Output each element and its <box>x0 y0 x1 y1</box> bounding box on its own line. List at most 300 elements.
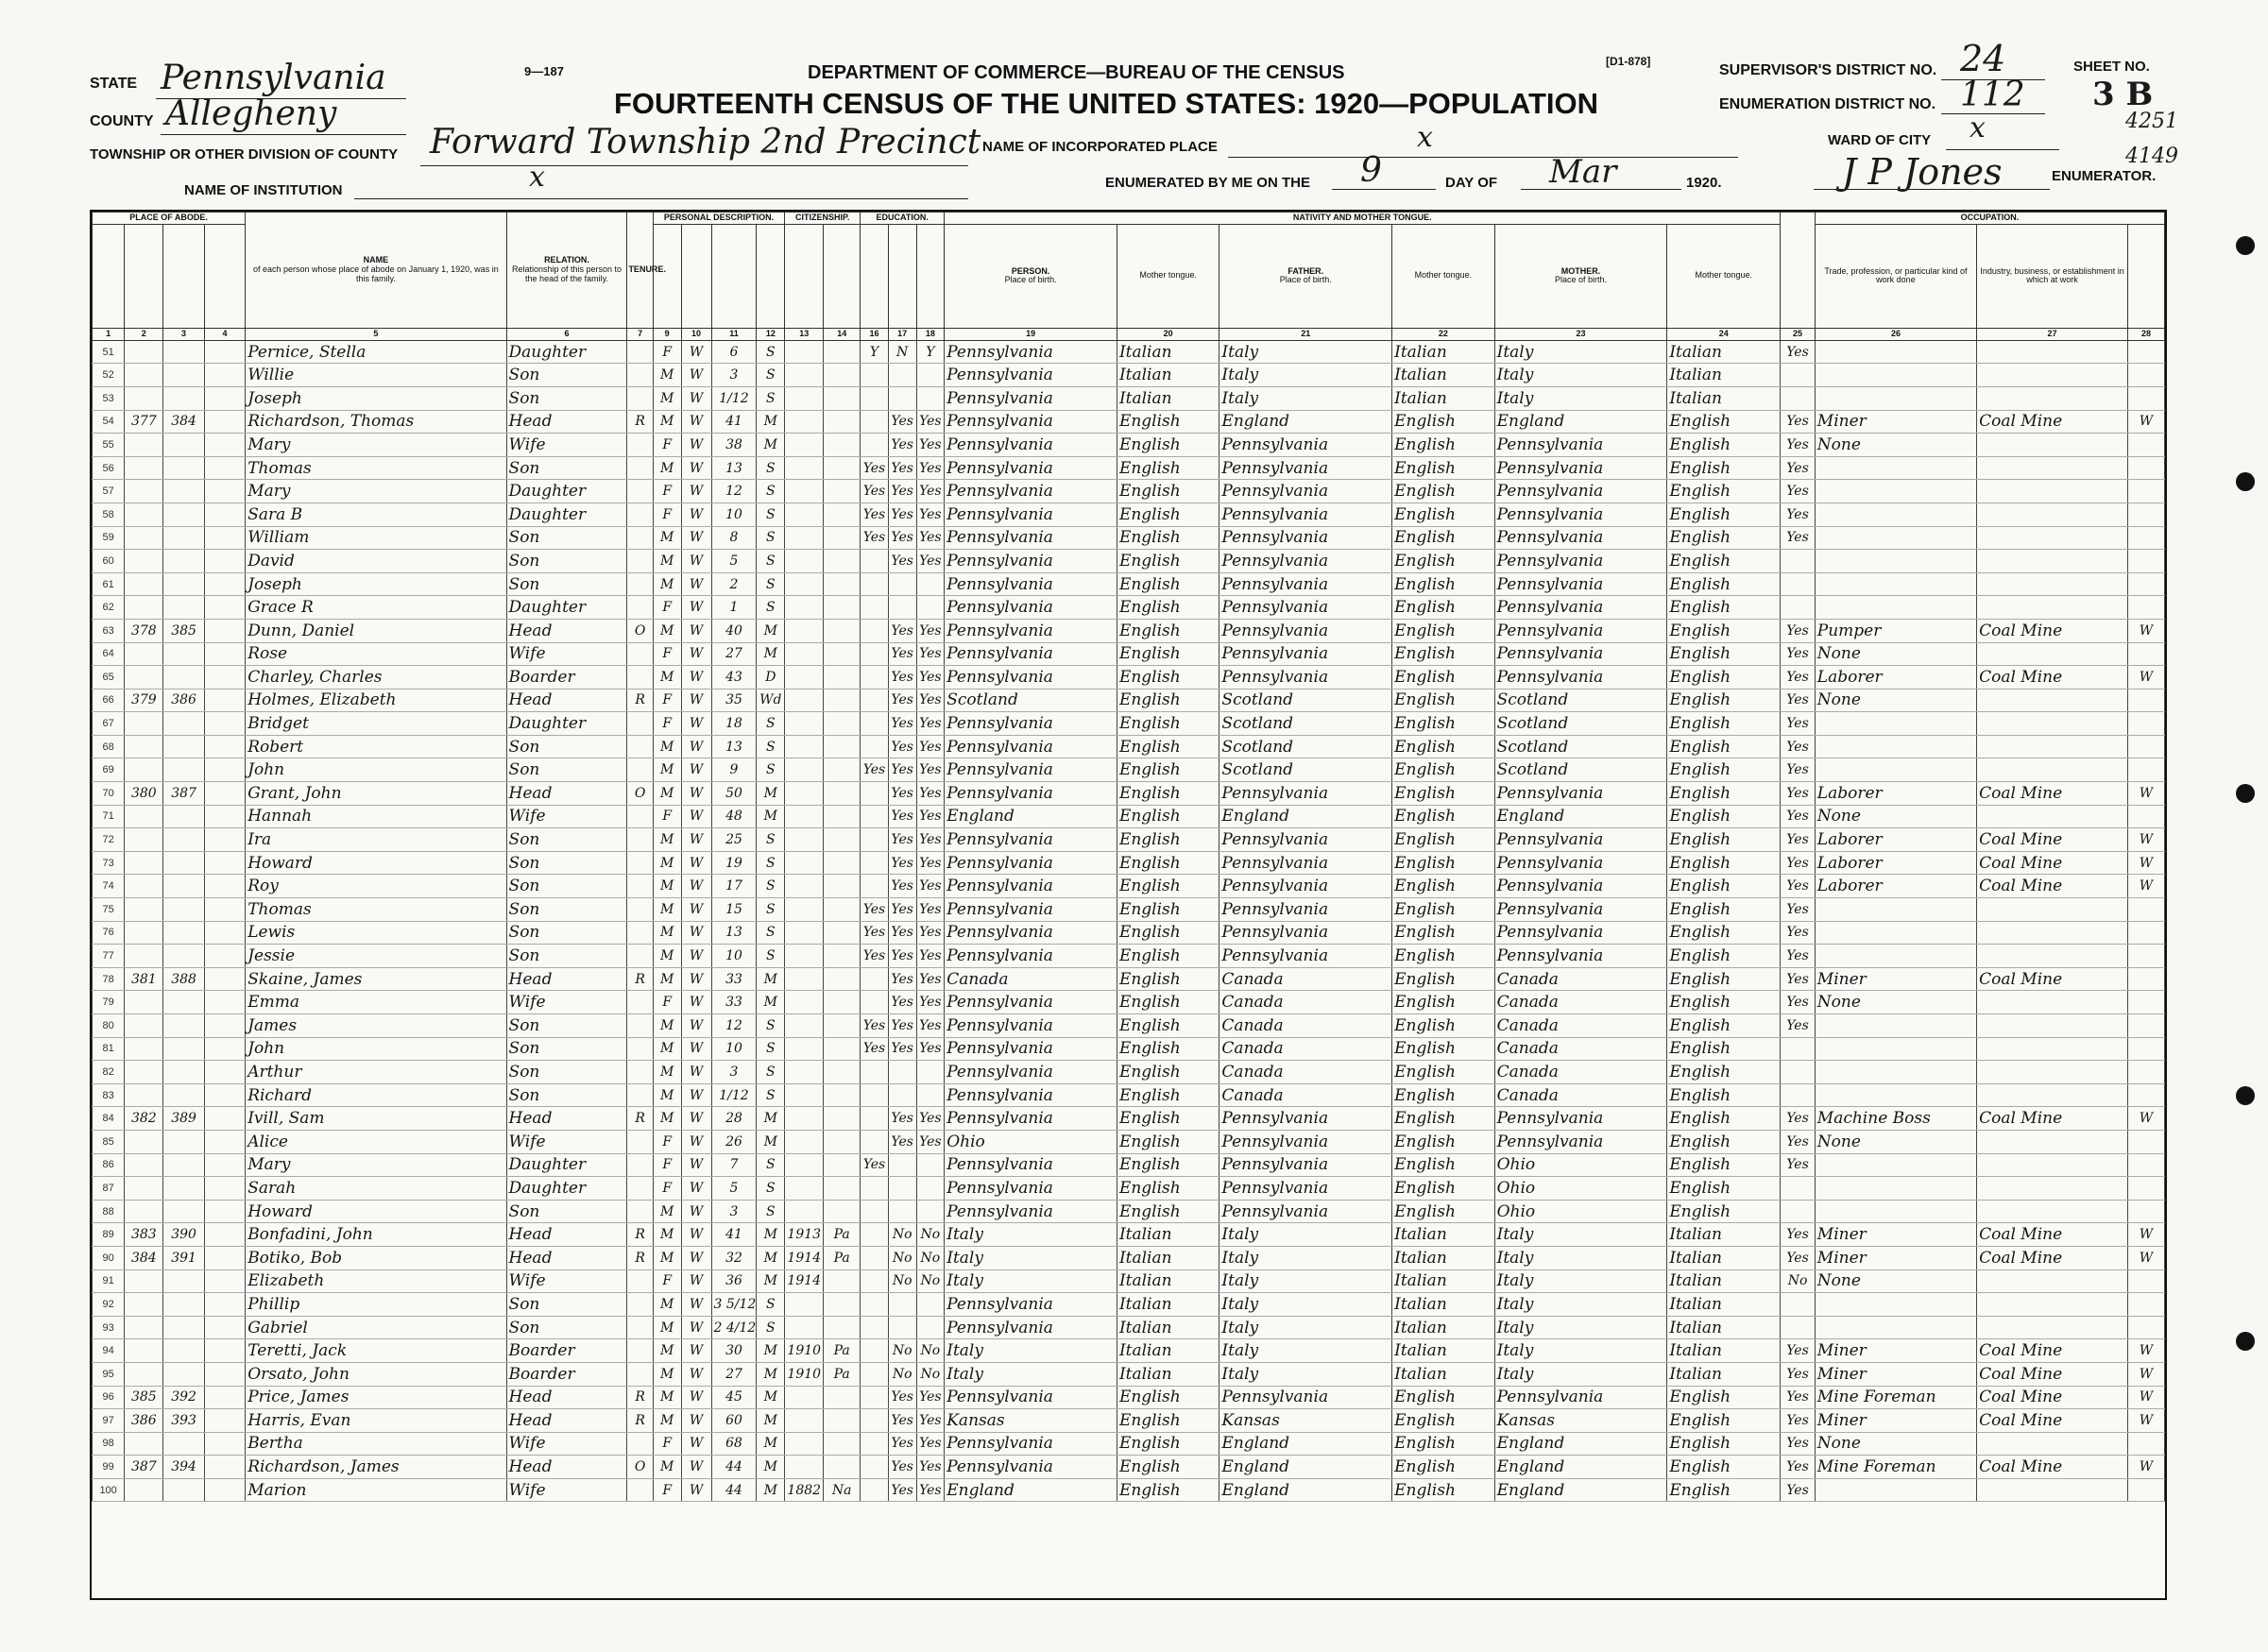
cell-fob: Pennsylvania <box>1219 1130 1392 1153</box>
cell-eng: Yes <box>1781 456 1816 480</box>
cell-occ <box>1815 480 1976 503</box>
cell-fob: Italy <box>1219 1362 1392 1386</box>
cell-mob: Pennsylvania <box>1494 666 1667 690</box>
cell-ind <box>1977 1014 2128 1038</box>
cell-mob: Pennsylvania <box>1494 502 1667 526</box>
col-marital <box>757 224 785 328</box>
cell-write: Yes <box>916 851 945 875</box>
table-row <box>93 1223 2165 1247</box>
cell-race: W <box>681 1223 711 1247</box>
cell-nat <box>824 851 861 875</box>
cell-ft: English <box>1392 1130 1494 1153</box>
cell-own <box>627 480 653 503</box>
cell-mar: S <box>757 1153 785 1177</box>
cell-name: Ira <box>246 828 506 852</box>
col-write <box>916 224 945 328</box>
cell-imm <box>785 456 824 480</box>
cell-ind <box>1977 1037 2128 1061</box>
cell-fam <box>163 1200 204 1223</box>
cell-rel: Son <box>506 364 627 387</box>
cell-fam: 386 <box>163 689 204 712</box>
cell-name: David <box>246 550 506 573</box>
cell-own <box>627 1316 653 1339</box>
cell-eng <box>1781 364 1816 387</box>
cell-age: 27 <box>711 1362 757 1386</box>
cell-occ <box>1815 364 1976 387</box>
cell-dw <box>125 805 163 828</box>
cell-imm <box>785 386 824 410</box>
cell-pob: Pennsylvania <box>945 1386 1117 1409</box>
cell-race: W <box>681 898 711 922</box>
cell-mob: Pennsylvania <box>1494 596 1667 620</box>
cell-ind: Coal Mine <box>1977 1386 2128 1409</box>
column-number: 23 <box>1494 328 1667 340</box>
cell-pt: English <box>1117 619 1219 642</box>
cell-read: No <box>888 1223 916 1247</box>
cell-eng: Yes <box>1781 434 1816 457</box>
cell-read: Yes <box>888 1037 916 1061</box>
cell-ln: 53 <box>93 386 125 410</box>
cell-cls <box>2127 991 2164 1014</box>
cell-mar: S <box>757 712 785 736</box>
cell-sex: M <box>653 851 681 875</box>
cell-imm <box>785 480 824 503</box>
cell-imm <box>785 805 824 828</box>
cell-eng: Yes <box>1781 502 1816 526</box>
cell-mt: English <box>1667 921 1781 945</box>
cell-pob: Pennsylvania <box>945 410 1117 434</box>
table-row <box>93 572 2165 596</box>
cell-write: Yes <box>916 456 945 480</box>
cell-race: W <box>681 735 711 758</box>
cell-pt: English <box>1117 712 1219 736</box>
cell-house-number <box>204 1200 245 1223</box>
cell-house-number <box>204 758 245 782</box>
cell-write: No <box>916 1269 945 1293</box>
cell-mar: M <box>757 1130 785 1153</box>
cell-sex: M <box>653 1246 681 1269</box>
cell-fam <box>163 666 204 690</box>
cell-write: Yes <box>916 434 945 457</box>
cell-pt: English <box>1117 1177 1219 1201</box>
cell-ft: English <box>1392 945 1494 968</box>
cell-occ: None <box>1815 991 1976 1014</box>
cell-mob: Pennsylvania <box>1494 642 1667 666</box>
cell-pt: Italian <box>1117 1293 1219 1317</box>
cell-age: 1 <box>711 596 757 620</box>
cell-write: Yes <box>916 1130 945 1153</box>
cell-write <box>916 364 945 387</box>
cell-house-number <box>204 386 245 410</box>
cell-cls <box>2127 1432 2164 1456</box>
cell-read: Yes <box>888 1478 916 1502</box>
cell-fam <box>163 828 204 852</box>
cell-pt: Italian <box>1117 1269 1219 1293</box>
cell-mob: Canada <box>1494 1014 1667 1038</box>
cell-dw: 386 <box>125 1409 163 1433</box>
cell-ln: 73 <box>93 851 125 875</box>
enum-district-label: ENUMERATION DISTRICT NO. <box>1719 96 1936 112</box>
col-naturalized <box>824 224 861 328</box>
day-of-label: DAY OF <box>1445 175 1498 191</box>
cell-ft: English <box>1392 735 1494 758</box>
cell-age: 8 <box>711 526 757 550</box>
column-number: 2 <box>125 328 163 340</box>
cell-sch <box>861 875 889 898</box>
cell-mob: Pennsylvania <box>1494 851 1667 875</box>
cell-fob: Canada <box>1219 1061 1392 1084</box>
cell-ln: 55 <box>93 434 125 457</box>
cell-pt: Italian <box>1117 1362 1219 1386</box>
cell-occ <box>1815 735 1976 758</box>
cell-sex: M <box>653 945 681 968</box>
cell-own <box>627 875 653 898</box>
cell-mar: S <box>757 596 785 620</box>
cell-write: Yes <box>916 410 945 434</box>
column-number: 28 <box>2127 328 2164 340</box>
cell-ind <box>1977 712 2128 736</box>
cell-house-number <box>204 642 245 666</box>
cell-sch <box>861 1386 889 1409</box>
cell-pob: Pennsylvania <box>945 1293 1117 1317</box>
cell-race: W <box>681 364 711 387</box>
cell-ln: 52 <box>93 364 125 387</box>
cell-own <box>627 340 653 364</box>
cell-eng <box>1781 1177 1816 1201</box>
cell-ind <box>1977 1269 2128 1293</box>
cell-dw <box>125 1014 163 1038</box>
cell-age: 50 <box>711 782 757 806</box>
cell-pob: Pennsylvania <box>945 851 1117 875</box>
cell-fam <box>163 1316 204 1339</box>
enumerator-label: ENUMERATOR. <box>2052 168 2157 184</box>
cell-age: 6 <box>711 340 757 364</box>
cell-cls: W <box>2127 1246 2164 1269</box>
cell-ind: Coal Mine <box>1977 1223 2128 1247</box>
cell-house-number <box>204 1386 245 1409</box>
cell-fob: Italy <box>1219 1339 1392 1363</box>
cell-occ: Miner <box>1815 1246 1976 1269</box>
cell-own <box>627 642 653 666</box>
cell-pob: Italy <box>945 1339 1117 1363</box>
cell-ft: English <box>1392 1177 1494 1201</box>
cell-name: James <box>246 1014 506 1038</box>
cell-ln: 86 <box>93 1153 125 1177</box>
cell-sex: F <box>653 712 681 736</box>
cell-pt: English <box>1117 1014 1219 1038</box>
cell-occ: Laborer <box>1815 828 1976 852</box>
cell-age: 7 <box>711 1153 757 1177</box>
cell-imm <box>785 1409 824 1433</box>
cell-sex: F <box>653 1269 681 1293</box>
cell-race: W <box>681 712 711 736</box>
cell-rel: Son <box>506 1083 627 1107</box>
cell-eng: Yes <box>1781 921 1816 945</box>
cell-ind: Coal Mine <box>1977 666 2128 690</box>
cell-fam: 390 <box>163 1223 204 1247</box>
cell-imm <box>785 364 824 387</box>
cell-nat <box>824 1386 861 1409</box>
cell-pt: English <box>1117 1432 1219 1456</box>
cell-age: 2 4/12 <box>711 1316 757 1339</box>
cell-ln: 95 <box>93 1362 125 1386</box>
table-row <box>93 991 2165 1014</box>
father-birth-header <box>1219 224 1392 328</box>
cell-eng <box>1781 1316 1816 1339</box>
enumerator-signature: J P Jones <box>1842 151 2003 193</box>
cell-write: Yes <box>916 1386 945 1409</box>
cell-dw <box>125 1061 163 1084</box>
cell-rel: Wife <box>506 1478 627 1502</box>
cell-fam <box>163 1177 204 1201</box>
cell-fam <box>163 456 204 480</box>
cell-race: W <box>681 1386 711 1409</box>
cell-fob: Scotland <box>1219 735 1392 758</box>
cell-own <box>627 1153 653 1177</box>
cell-mt: English <box>1667 596 1781 620</box>
cell-eng: Yes <box>1781 689 1816 712</box>
cell-house-number <box>204 666 245 690</box>
cell-dw: 387 <box>125 1456 163 1479</box>
cell-house-number <box>204 1014 245 1038</box>
cell-sch <box>861 1177 889 1201</box>
cell-own <box>627 921 653 945</box>
cell-race: W <box>681 526 711 550</box>
cell-pob: Ohio <box>945 1130 1117 1153</box>
cell-sch: Yes <box>861 758 889 782</box>
cell-fob: England <box>1219 410 1392 434</box>
cell-fam <box>163 550 204 573</box>
english-header <box>1781 213 1816 329</box>
cell-mt: English <box>1667 991 1781 1014</box>
cell-ft: English <box>1392 434 1494 457</box>
cell-occ <box>1815 550 1976 573</box>
cell-ind <box>1977 1153 2128 1177</box>
cell-nat <box>824 1269 861 1293</box>
cell-ind <box>1977 1083 2128 1107</box>
cell-mar: S <box>757 480 785 503</box>
table-row <box>93 1478 2165 1502</box>
cell-sex: M <box>653 1339 681 1363</box>
census-table <box>90 210 2167 1600</box>
column-number-row <box>93 328 2165 340</box>
cell-race: W <box>681 550 711 573</box>
cell-name: Hannah <box>246 805 506 828</box>
cell-fam <box>163 1478 204 1502</box>
cell-occ <box>1815 456 1976 480</box>
table-row <box>93 945 2165 968</box>
cell-ft: English <box>1392 642 1494 666</box>
cell-mt: English <box>1667 805 1781 828</box>
cell-pob: Pennsylvania <box>945 1014 1117 1038</box>
cell-rel: Head <box>506 967 627 991</box>
cell-eng <box>1781 550 1816 573</box>
cell-cls <box>2127 1269 2164 1293</box>
cell-sch <box>861 410 889 434</box>
table-row <box>93 364 2165 387</box>
cell-ln: 70 <box>93 782 125 806</box>
cell-mob: Italy <box>1494 1339 1667 1363</box>
cell-cls <box>2127 1478 2164 1502</box>
cell-mt: Italian <box>1667 1362 1781 1386</box>
cell-dw <box>125 1339 163 1363</box>
cell-sch <box>861 782 889 806</box>
column-number: 24 <box>1667 328 1781 340</box>
cell-age: 30 <box>711 1339 757 1363</box>
cell-read: Yes <box>888 1130 916 1153</box>
cell-ln: 83 <box>93 1083 125 1107</box>
cell-sex: M <box>653 1014 681 1038</box>
cell-race: W <box>681 945 711 968</box>
cell-sch <box>861 364 889 387</box>
table-row <box>93 456 2165 480</box>
cell-name: Sarah <box>246 1177 506 1201</box>
table-row <box>93 526 2165 550</box>
cell-eng: Yes <box>1781 340 1816 364</box>
cell-fob: Italy <box>1219 1223 1392 1247</box>
cell-mt: Italian <box>1667 364 1781 387</box>
cell-race: W <box>681 596 711 620</box>
cell-eng: Yes <box>1781 945 1816 968</box>
cell-ind <box>1977 526 2128 550</box>
relation-header <box>506 213 627 329</box>
cell-cls: W <box>2127 1409 2164 1433</box>
cell-mob: Scotland <box>1494 735 1667 758</box>
cell-age: 17 <box>711 875 757 898</box>
cell-ft: Italian <box>1392 1223 1494 1247</box>
cell-dw <box>125 480 163 503</box>
cell-read <box>888 1083 916 1107</box>
cell-rel: Boarder <box>506 666 627 690</box>
cell-mob: Pennsylvania <box>1494 572 1667 596</box>
cell-own <box>627 1200 653 1223</box>
cell-age: 27 <box>711 642 757 666</box>
cell-fam <box>163 1339 204 1363</box>
cell-rel: Daughter <box>506 502 627 526</box>
cell-read <box>888 572 916 596</box>
cell-ft: English <box>1392 1478 1494 1502</box>
cell-sex: M <box>653 828 681 852</box>
cell-pob: Pennsylvania <box>945 875 1117 898</box>
cell-nat <box>824 386 861 410</box>
cell-name: Mary <box>246 1153 506 1177</box>
cell-name: Pernice, Stella <box>246 340 506 364</box>
cell-cls: W <box>2127 1107 2164 1131</box>
cell-fob: Italy <box>1219 364 1392 387</box>
cell-fob: England <box>1219 1432 1392 1456</box>
cell-mt: English <box>1667 526 1781 550</box>
cell-pob: Pennsylvania <box>945 945 1117 968</box>
cell-cls: W <box>2127 1223 2164 1247</box>
cell-race: W <box>681 434 711 457</box>
cell-sex: F <box>653 1177 681 1201</box>
cell-own: R <box>627 1409 653 1433</box>
cell-write: Yes <box>916 805 945 828</box>
cell-ind: Coal Mine <box>1977 1362 2128 1386</box>
cell-pt: English <box>1117 1200 1219 1223</box>
cell-name: William <box>246 526 506 550</box>
cell-fob: Pennsylvania <box>1219 526 1392 550</box>
cell-fam <box>163 1061 204 1084</box>
occupation-header: OCCUPATION. <box>1815 213 2164 225</box>
cell-cls <box>2127 526 2164 550</box>
cell-ind <box>1977 456 2128 480</box>
table-row <box>93 712 2165 736</box>
cell-mob: England <box>1494 805 1667 828</box>
cell-rel: Son <box>506 828 627 852</box>
cell-ft: Italian <box>1392 386 1494 410</box>
cell-eng: Yes <box>1781 875 1816 898</box>
cell-dw: 383 <box>125 1223 163 1247</box>
cell-sch <box>861 1339 889 1363</box>
cell-pt: English <box>1117 666 1219 690</box>
cell-mt: English <box>1667 1177 1781 1201</box>
cell-occ: Laborer <box>1815 851 1976 875</box>
cell-fam <box>163 1083 204 1107</box>
cell-age: 18 <box>711 712 757 736</box>
cell-dw: 377 <box>125 410 163 434</box>
cell-cls: W <box>2127 782 2164 806</box>
cell-write <box>916 1200 945 1223</box>
cell-sch <box>861 689 889 712</box>
cell-sex: F <box>653 596 681 620</box>
cell-own: R <box>627 1107 653 1131</box>
cell-mt: English <box>1667 1014 1781 1038</box>
binder-hole <box>2236 1332 2255 1351</box>
cell-write: Yes <box>916 502 945 526</box>
cell-mob: Pennsylvania <box>1494 921 1667 945</box>
month-value: Mar <box>1549 153 1617 191</box>
cell-sch <box>861 642 889 666</box>
cell-sex: F <box>653 805 681 828</box>
cell-name: Price, James <box>246 1386 506 1409</box>
column-number: 12 <box>757 328 785 340</box>
cell-house-number <box>204 1432 245 1456</box>
cell-nat <box>824 642 861 666</box>
cell-nat <box>824 805 861 828</box>
col-age <box>711 224 757 328</box>
cell-occ <box>1815 1293 1976 1317</box>
cell-read: Yes <box>888 1456 916 1479</box>
cell-imm <box>785 1386 824 1409</box>
table-row <box>93 386 2165 410</box>
cell-race: W <box>681 875 711 898</box>
cell-sex: M <box>653 735 681 758</box>
cell-sex: M <box>653 1316 681 1339</box>
cell-nat <box>824 572 861 596</box>
cell-ln: 67 <box>93 712 125 736</box>
cell-sch: Y <box>861 340 889 364</box>
cell-sex: M <box>653 758 681 782</box>
cell-name: Sara B <box>246 502 506 526</box>
cell-ln: 81 <box>93 1037 125 1061</box>
cell-cls <box>2127 1177 2164 1201</box>
cell-mt: English <box>1667 898 1781 922</box>
cell-eng: Yes <box>1781 1223 1816 1247</box>
cell-write: Yes <box>916 526 945 550</box>
cell-imm <box>785 1456 824 1479</box>
cell-age: 1/12 <box>711 1083 757 1107</box>
cell-house-number <box>204 735 245 758</box>
cell-nat <box>824 480 861 503</box>
cell-dw <box>125 898 163 922</box>
cell-eng <box>1781 1200 1816 1223</box>
cell-nat <box>824 1432 861 1456</box>
cell-sch: Yes <box>861 945 889 968</box>
cell-age: 41 <box>711 410 757 434</box>
cell-write: Yes <box>916 1014 945 1038</box>
cell-name: Teretti, Jack <box>246 1339 506 1363</box>
